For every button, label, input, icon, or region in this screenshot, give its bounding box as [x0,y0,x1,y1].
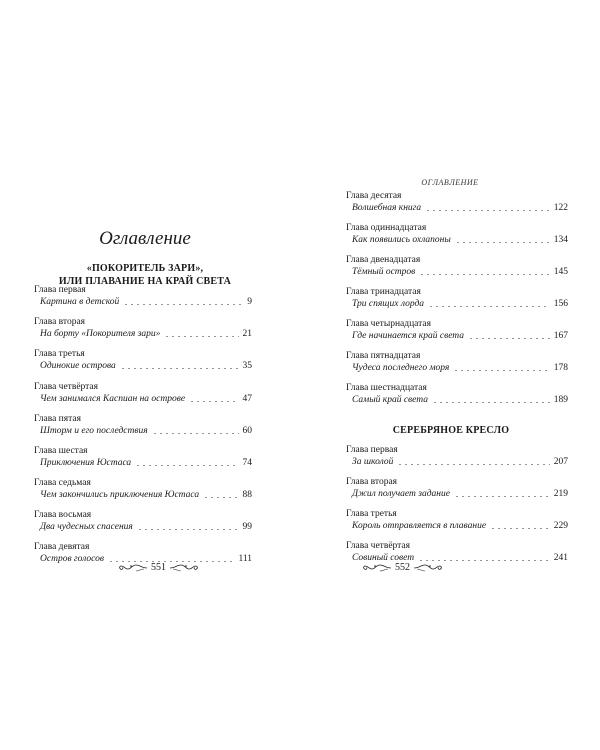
page-number: 167 [553,331,568,341]
chapter-name: Чем закончились приключения Юстаса [40,490,200,500]
page-number: 178 [553,363,568,373]
chapter-name: Волшебная книга [352,203,422,213]
toc-entry[interactable] [346,540,568,564]
folio-number: 552 [395,562,410,573]
chapter-label: Глава четвёртая [346,541,411,551]
dot-leader [137,529,239,530]
chapter-label: Глава тринадцатая [346,287,421,297]
dot-leader [419,274,549,275]
dot-leader [432,402,550,403]
page-number: 21 [242,329,252,339]
page-number: 134 [553,235,568,245]
page-number: 74 [242,458,252,468]
chapter-name: Самый край света [352,395,428,405]
dot-leader [468,338,550,339]
dot-leader [455,242,550,243]
chapter-label: Глава восьмая [34,510,92,520]
toc-entry[interactable] [34,316,252,340]
chapter-label: Глава вторая [346,477,398,487]
chapter-label: Глава пятая [34,414,81,424]
chapter-name: Чудеса последнего моря [352,363,450,373]
page-number: 122 [553,203,568,213]
dot-leader [454,496,550,497]
dot-leader [189,401,238,402]
page-number: 156 [553,299,568,309]
toc-entry[interactable] [34,381,252,405]
chapter-label: Глава седьмая [34,478,91,488]
dot-leader [120,368,239,369]
toc-entry[interactable] [346,350,568,374]
page-folio [118,562,199,573]
book-title: СЕРЕБРЯНОЕ КРЕСЛО [392,425,510,436]
folio-number: 551 [151,562,166,573]
chapter-label: Глава пятнадцатая [346,351,421,361]
dot-leader [164,336,238,337]
chapter-name: Как появились охлапоны [352,235,451,245]
toc-entry[interactable] [346,222,568,246]
chapter-label: Глава четвёртая [34,382,99,392]
toc-entry[interactable] [34,413,252,437]
toc-entry[interactable] [346,508,568,532]
chapter-label: Глава шестая [34,446,88,456]
dot-leader [425,210,550,211]
chapter-name: Король отправляется в плавание [352,521,487,531]
dot-leader [428,306,550,307]
chapter-name: Шторм и его последствия [40,426,148,436]
page-number: 47 [242,394,252,404]
page-number: 60 [242,426,252,436]
chapter-name: За школой [352,457,394,467]
dot-leader [397,464,549,465]
dot-leader [453,370,549,371]
chapter-name: Два чудесных спасения [40,522,133,532]
chapter-label: Глава девятая [34,542,90,552]
chapter-name: На борту «Покорителя зари» [40,329,161,339]
chapter-label: Глава одиннадцатая [346,223,427,233]
chapter-name: Три спящих лорда [352,299,425,309]
chapter-label: Глава двенадцатая [346,255,421,265]
toc-entry[interactable] [346,444,568,468]
toc-entry[interactable] [346,254,568,278]
page-number: 241 [553,553,568,563]
flourish-left-icon [118,563,148,573]
page-number: 35 [242,361,252,371]
page-number: 219 [553,489,568,499]
toc-heading: Оглавление [99,228,191,249]
page-number: 111 [238,554,252,564]
dot-leader [135,465,238,466]
toc-entry[interactable] [34,284,252,308]
chapter-name: Тёмный остров [352,267,416,277]
chapter-label: Глава первая [346,445,398,455]
toc-entry[interactable] [34,477,252,501]
dot-leader [123,304,243,305]
page-number: 9 [247,297,252,307]
chapter-name: Совиный совет [352,553,415,563]
book-title-line: ИЛИ ПЛАВАНИЕ НА КРАЙ СВЕТА [58,276,232,287]
chapter-name: Картина в детской [40,297,120,307]
book-title-line: «ПОКОРИТЕЛЬ ЗАРИ», [86,263,204,274]
toc-entry[interactable] [34,348,252,372]
flourish-right-icon [413,563,443,573]
page-number: 145 [553,267,568,277]
page-folio [362,562,443,573]
toc-entry[interactable] [346,190,568,214]
chapter-label: Глава четырнадцатая [346,319,432,329]
chapter-name: Приключения Юстаса [40,458,132,468]
dot-leader [490,528,550,529]
flourish-left-icon [362,563,392,573]
right-page [300,0,600,750]
chapter-label: Глава шестнадцатая [346,383,427,393]
page-number: 207 [553,457,568,467]
flourish-right-icon [169,563,199,573]
page-number: 88 [242,490,252,500]
chapter-name: Джил получает задание [352,489,450,499]
chapter-name: Где начинается край света [352,331,465,341]
chapter-label: Глава десятая [346,191,402,201]
chapter-name: Чем занимался Каспиан на острове [40,394,186,404]
toc-entry[interactable] [346,286,568,310]
page-number: 99 [242,522,252,532]
toc-entry[interactable] [346,318,568,342]
toc-entry[interactable] [34,509,252,533]
chapter-label: Глава вторая [34,317,86,327]
chapter-name: Одинокие острова [40,361,116,371]
toc-entry[interactable] [346,476,568,500]
page-number: 189 [553,395,568,405]
dot-leader [203,497,238,498]
chapter-label: Глава первая [34,285,86,295]
chapter-label: Глава третья [346,509,397,519]
toc-entry[interactable] [34,445,252,469]
dot-leader [152,433,239,434]
chapter-name: Остров голосов [40,554,105,564]
dot-leader [418,560,550,561]
page-number: 229 [553,521,568,531]
running-head: ОГЛАВЛЕНИЕ [421,178,479,187]
toc-entry[interactable] [346,382,568,406]
chapter-label: Глава третья [34,349,85,359]
